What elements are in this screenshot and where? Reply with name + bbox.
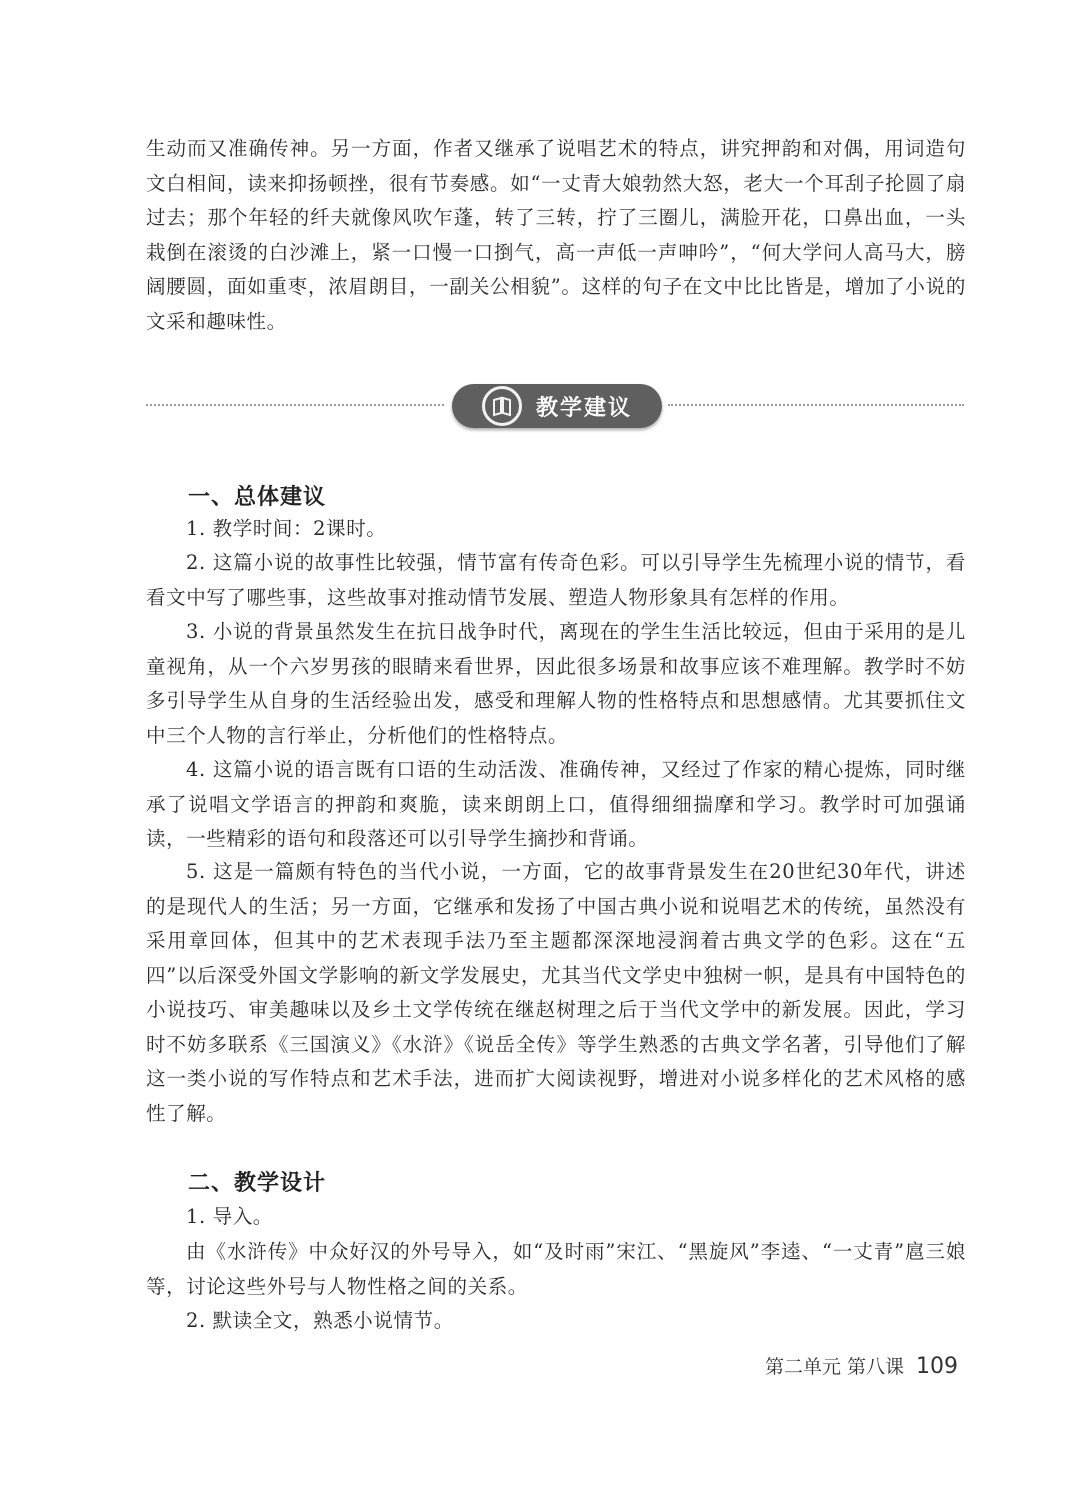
suggestion-3: 3. 小说的背景虽然发生在抗日战争时代，离现在的学生生活比较远，但由于采用的是儿童视角，从一个六岁男孩的眼睛来看世界，因此很多场景和故事应该不难理解。教学时不妨多引导学生从自身的生活经验出发，感受和理解人物的性格特点和思想感情。尤其要抓住文中三个人物的言行举止，分析他们的性格特点。 — [146, 620, 966, 747]
page-number: 109 — [916, 1354, 958, 1379]
section-title-overall: 一、总体建议 — [188, 485, 327, 510]
design-step-2: 2. 默读全文，熟悉小说情节。 — [186, 1309, 454, 1332]
teaching-suggestions-banner — [452, 384, 662, 428]
suggestion-5: 5. 这是一篇颇有特色的当代小说，一方面，它的故事背景发生在20世纪30年代，讲述的是现代人的生活；另一方面，它继承和发扬了中国古典小说和说唱艺术的传统，虽然没有采用章回体，但其中的艺术表现手法乃至主题都深深地浸润着古典文学的色彩。这在“五四”以后深受外国文学影响的新文学发展史，尤其当代文学史中独树一帜，是具有中国特色的小说技巧、审美趣味以及乡土文学传统在继赵树理之后于当代文学中的新发展。因此，学习时不妨多联系《三国演义》《水浒》《说岳全传》等学生熟悉的古典文学名著，引导他们了解这一类小说的写作特点和艺术手法，进而扩大阅读视野，增进对小说多样化的艺术风格的感性了解。 — [146, 860, 966, 1125]
suggestion-1: 1. 教学时间：2课时。 — [186, 517, 387, 540]
banner-label: 教学建议 — [536, 395, 633, 421]
intro-paragraph: 生动而又准确传神。另一方面，作者又继承了说唱艺术的特点，讲究押韵和对偶，用词造句文白相间，读来抑扬顿挫，很有节奏感。如“一丈青大娘勃然大怒，老大一个耳刮子抡圆了扇过去；那个年轻的纤夫就像风吹乍蓬，转了三转，拧了三圈儿，满脸开花，口鼻出血，一头栽倒在滚烫的白沙滩上，紧一口慢一口捯气，高一声低一声呻吟”，“何大学问人高马大，膀阔腰圆，面如重枣，浓眉朗目，一副关公相貌”。这样的句子在文中比比皆是，增加了小说的文采和趣味性。 — [146, 137, 966, 333]
page-footer — [765, 1352, 958, 1379]
unit-label: 第二单元 第八课 — [764, 1356, 904, 1378]
banner-divider-left — [146, 404, 444, 406]
design-step-1: 1. 导入。 — [186, 1205, 273, 1228]
design-step-1-detail: 由《水浒传》中众好汉的外号导入，如“及时雨”宋江、“黑旋风”李逵、“一丈青”扈三娘等，讨论这些外号与人物性格之间的关系。 — [146, 1240, 966, 1298]
suggestion-2: 2. 这篇小说的故事性比较强，情节富有传奇色彩。可以引导学生先梳理小说的情节，看看文中写了哪些事，这些故事对推动情节发展、塑造人物形象具有怎样的作用。 — [146, 551, 966, 609]
section-title-design: 二、教学设计 — [188, 1171, 327, 1196]
book-icon — [482, 386, 522, 426]
banner-divider-right — [668, 404, 964, 406]
suggestion-4: 4. 这篇小说的语言既有口语的生动活泼、准确传神，又经过了作家的精心提炼，同时继承了说唱文学语言的押韵和爽脆，读来朗朗上口，值得细细揣摩和学习。教学时可加强诵读，一些精彩的语句和段落还可以引导学生摘抄和背诵。 — [146, 758, 966, 850]
